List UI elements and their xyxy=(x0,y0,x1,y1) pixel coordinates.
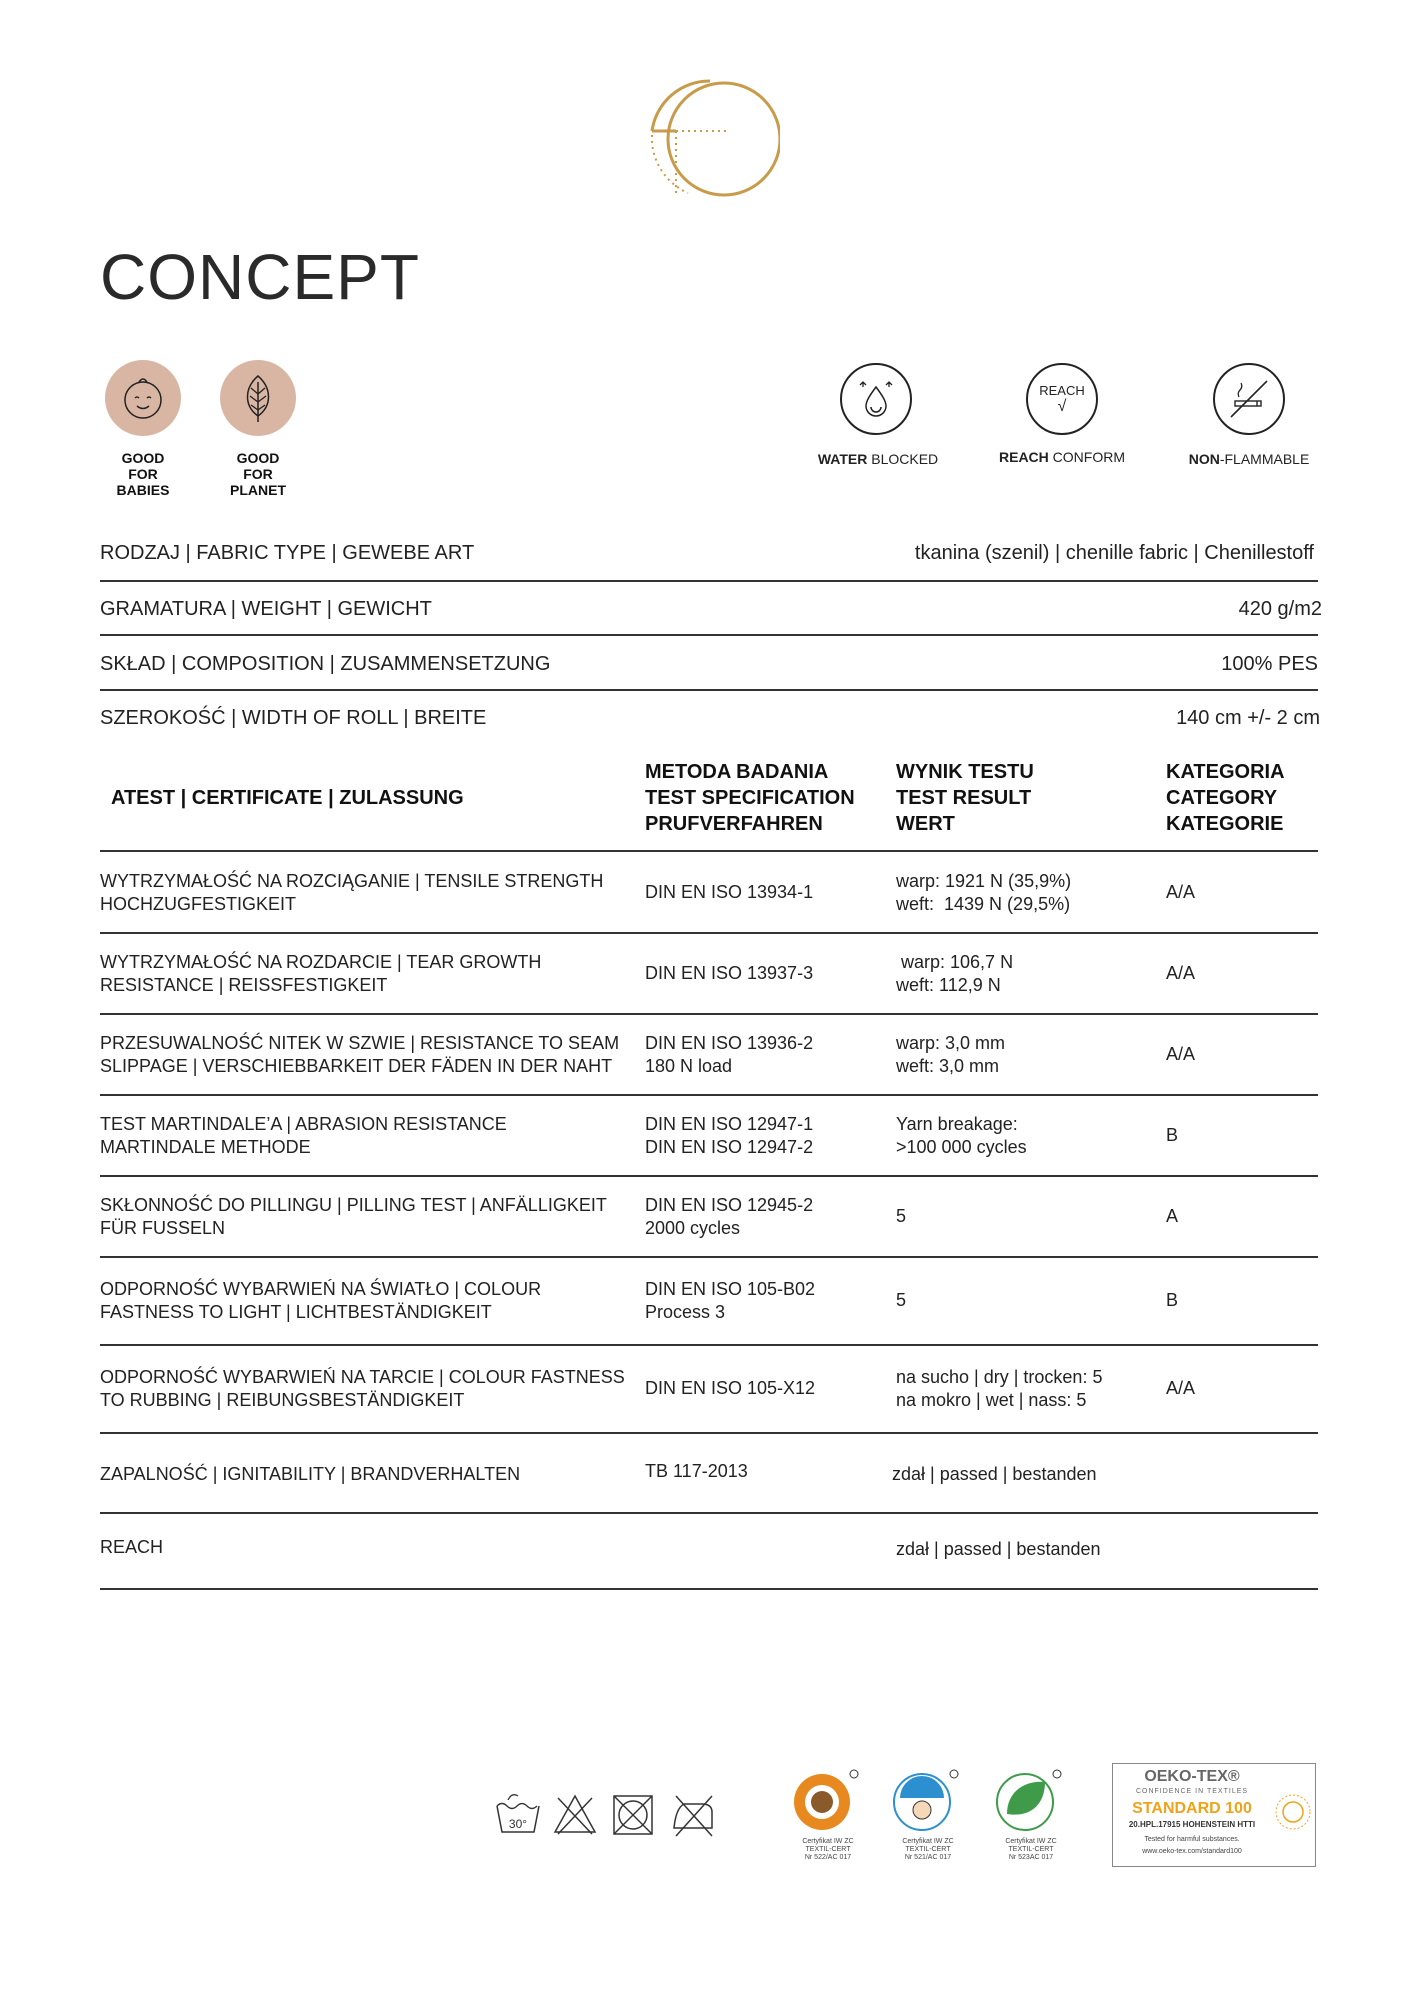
divider xyxy=(100,689,1318,691)
spec-value: tkanina (szenil) | chenille fabric | Chenillestoff xyxy=(914,542,1314,564)
property-label-water: WATER BLOCKED xyxy=(817,451,939,467)
cert-badge-blue xyxy=(890,1768,960,1837)
test-method: DIN EN ISO 105-B02 Process 3 xyxy=(645,1279,816,1322)
spec-value: 100% PES xyxy=(1221,653,1318,675)
spec-label: RODZAJ | FABRIC TYPE | GEWEBE ART xyxy=(100,542,475,564)
test-name: WYTRZYMAŁOŚĆ NA ROZCIĄGANIE | TENSILE STRENGTH HOCHZUGFESTIGKEIT xyxy=(100,871,604,914)
test-method: DIN EN ISO 105-X12 xyxy=(645,1378,816,1398)
oeko-line2: www.oeko-tex.com/standard100 xyxy=(1142,1848,1242,1855)
oeko-sub: CONFIDENCE IN TEXTILES xyxy=(1135,1788,1249,1795)
certificate-seal-icon xyxy=(790,1768,860,1832)
umbrella-seal-icon xyxy=(890,1768,960,1832)
oeko-standard: STANDARD 100 xyxy=(1132,1800,1252,1817)
header-test-method: METODA BADANIA TEST SPECIFICATION PRUFVERFAHREN xyxy=(645,761,855,835)
oeko-tex-label xyxy=(1112,1763,1316,1867)
badge-label-line1: GOOD FOR xyxy=(236,450,280,482)
test-category: A/A xyxy=(1166,1044,1196,1064)
do-not-iron-icon xyxy=(668,1792,718,1838)
divider xyxy=(100,1432,1318,1434)
cert-badge-green xyxy=(993,1768,1063,1837)
test-method: DIN EN ISO 12945-2 2000 cycles xyxy=(645,1195,814,1238)
leaf-icon xyxy=(220,360,296,436)
spec-value: 140 cm +/- 2 cm xyxy=(1176,707,1320,729)
test-name: ODPORNOŚĆ WYBARWIEŃ NA ŚWIATŁO | COLOUR FASTNESS TO LIGHT | LICHTBESTÄNDIGKEIT xyxy=(100,1279,542,1322)
badge-label-line2: PLANET xyxy=(230,482,286,498)
divider xyxy=(100,850,1318,852)
spec-label: SKŁAD | COMPOSITION | ZUSAMMENSETZUNG xyxy=(100,653,551,675)
test-method: DIN EN ISO 13936-2 180 N load xyxy=(645,1033,814,1076)
test-result: warp: 3,0 mm weft: 3,0 mm xyxy=(896,1033,1006,1076)
baby-face-icon xyxy=(105,360,181,436)
cert-caption: Certyfikat IW ZC TEXTIL-CERT Nr 522/AC 017 xyxy=(802,1838,854,1861)
reach-icon-text: REACH xyxy=(1039,383,1085,398)
property-reach-conform xyxy=(1026,363,1098,435)
check-mark: √ xyxy=(1057,398,1067,415)
divider xyxy=(100,1175,1318,1177)
property-water-blocked xyxy=(840,363,912,435)
test-name: ZAPALNOŚĆ | IGNITABILITY | BRANDVERHALTEN xyxy=(100,1464,521,1484)
test-category: A/A xyxy=(1166,963,1196,983)
badge-label-line2: BABIES xyxy=(116,482,170,498)
test-category: A/A xyxy=(1166,882,1196,902)
test-name: SKŁONNOŚĆ DO PILLINGU | PILLING TEST | ANFÄLLIGKEIT FÜR FUSSELN xyxy=(100,1195,607,1238)
reach-check-icon xyxy=(1026,363,1098,435)
test-result: zdał | passed | bestanden xyxy=(896,1539,1101,1559)
test-category: A xyxy=(1166,1206,1179,1226)
divider xyxy=(100,1256,1318,1258)
divider xyxy=(100,932,1318,934)
test-result: 5 xyxy=(896,1290,907,1310)
test-category: B xyxy=(1166,1125,1179,1145)
test-result: warp: 106,7 N weft: 112,9 N xyxy=(896,952,1014,995)
cert-caption: Certyfikat IW ZC TEXTIL-CERT Nr 521/AC 017 xyxy=(902,1838,954,1861)
cert-badge-orange xyxy=(790,1768,860,1837)
divider xyxy=(100,1588,1318,1590)
test-category: B xyxy=(1166,1290,1179,1310)
wash-30-icon xyxy=(494,1792,542,1838)
cert-caption: Certyfikat IW ZC TEXTIL-CERT Nr 523AC 017 xyxy=(1005,1838,1057,1861)
no-smoking-icon xyxy=(1213,363,1285,435)
leaf-seal-icon xyxy=(993,1768,1063,1832)
header-category: KATEGORIA CATEGORY KATEGORIE xyxy=(1166,761,1285,835)
test-result: Yarn breakage: >100 000 cycles xyxy=(896,1114,1027,1157)
badge-label-line1: GOOD FOR xyxy=(121,450,165,482)
test-result: warp: 1921 N (35,9%) weft: 1439 N (29,5%) xyxy=(896,871,1072,914)
test-name: PRZESUWALNOŚĆ NITEK W SZWIE | RESISTANCE TO SEAM SLIPPAGE | VERSCHIEBBARKEIT DER FÄDEN IN DER NAHT xyxy=(100,1033,620,1076)
property-label-reach: REACH CONFORM xyxy=(999,449,1125,465)
do-not-tumble-dry-icon xyxy=(610,1792,656,1838)
test-name: TEST MARTINDALE’A | ABRASION RESISTANCE MARTINDALE METHODE xyxy=(100,1114,507,1157)
spec-value: 420 g/m2 xyxy=(1238,598,1322,620)
test-name: ODPORNOŚĆ WYBARWIEŃ NA TARCIE | COLOUR FASTNESS TO RUBBING | REIBUNGSBESTÄNDIGKEIT xyxy=(100,1367,625,1410)
badge-good-for-babies xyxy=(105,360,181,498)
test-category: A/A xyxy=(1166,1378,1196,1398)
test-method: TB 117-2013 xyxy=(645,1461,748,1481)
property-non-flammable xyxy=(1213,363,1285,435)
test-result: na sucho | dry | trocken: 5 na mokro | wet | nass: 5 xyxy=(896,1367,1103,1410)
oeko-brand: OEKO-TEX® xyxy=(1144,1768,1240,1785)
test-method: DIN EN ISO 13937-3 xyxy=(645,963,814,983)
spec-label: SZEROKOŚĆ | WIDTH OF ROLL | BREITE xyxy=(100,707,487,729)
test-name: REACH xyxy=(100,1537,164,1557)
wash-temp: 30° xyxy=(508,1817,528,1831)
divider xyxy=(100,634,1318,636)
do-not-bleach-icon xyxy=(552,1792,598,1838)
header-test-result: WYNIK TESTU TEST RESULT WERT xyxy=(896,761,1034,835)
divider xyxy=(100,1344,1318,1346)
divider xyxy=(100,1094,1318,1096)
test-method: DIN EN ISO 13934-1 xyxy=(645,882,814,902)
oeko-sun-icon xyxy=(1273,1792,1313,1832)
divider xyxy=(100,1013,1318,1015)
test-result: 5 xyxy=(896,1206,907,1226)
badge-good-for-planet xyxy=(220,360,296,498)
test-method: DIN EN ISO 12947-1 DIN EN ISO 12947-2 xyxy=(645,1114,814,1157)
oeko-code: 20.HPL.17915 HOHENSTEIN HTTI xyxy=(1128,1820,1256,1829)
spec-label: GRAMATURA | WEIGHT | GEWICHT xyxy=(100,598,432,620)
page-title: CONCEPT xyxy=(100,241,420,313)
brand-logo xyxy=(640,75,780,215)
property-label-nonflammable: NON-FLAMMABLE xyxy=(1188,451,1310,467)
header-certificate: ATEST | CERTIFICATE | ZULASSUNG xyxy=(111,787,464,809)
oeko-line1: Tested for harmful substances. xyxy=(1144,1836,1240,1843)
divider xyxy=(100,1512,1318,1514)
water-blocked-icon xyxy=(840,363,912,435)
test-name: WYTRZYMAŁOŚĆ NA ROZDARCIE | TEAR GROWTH RESISTANCE | REISSFESTIGKEIT xyxy=(100,952,542,995)
test-result: zdał | passed | bestanden xyxy=(892,1464,1097,1484)
divider xyxy=(100,580,1318,582)
